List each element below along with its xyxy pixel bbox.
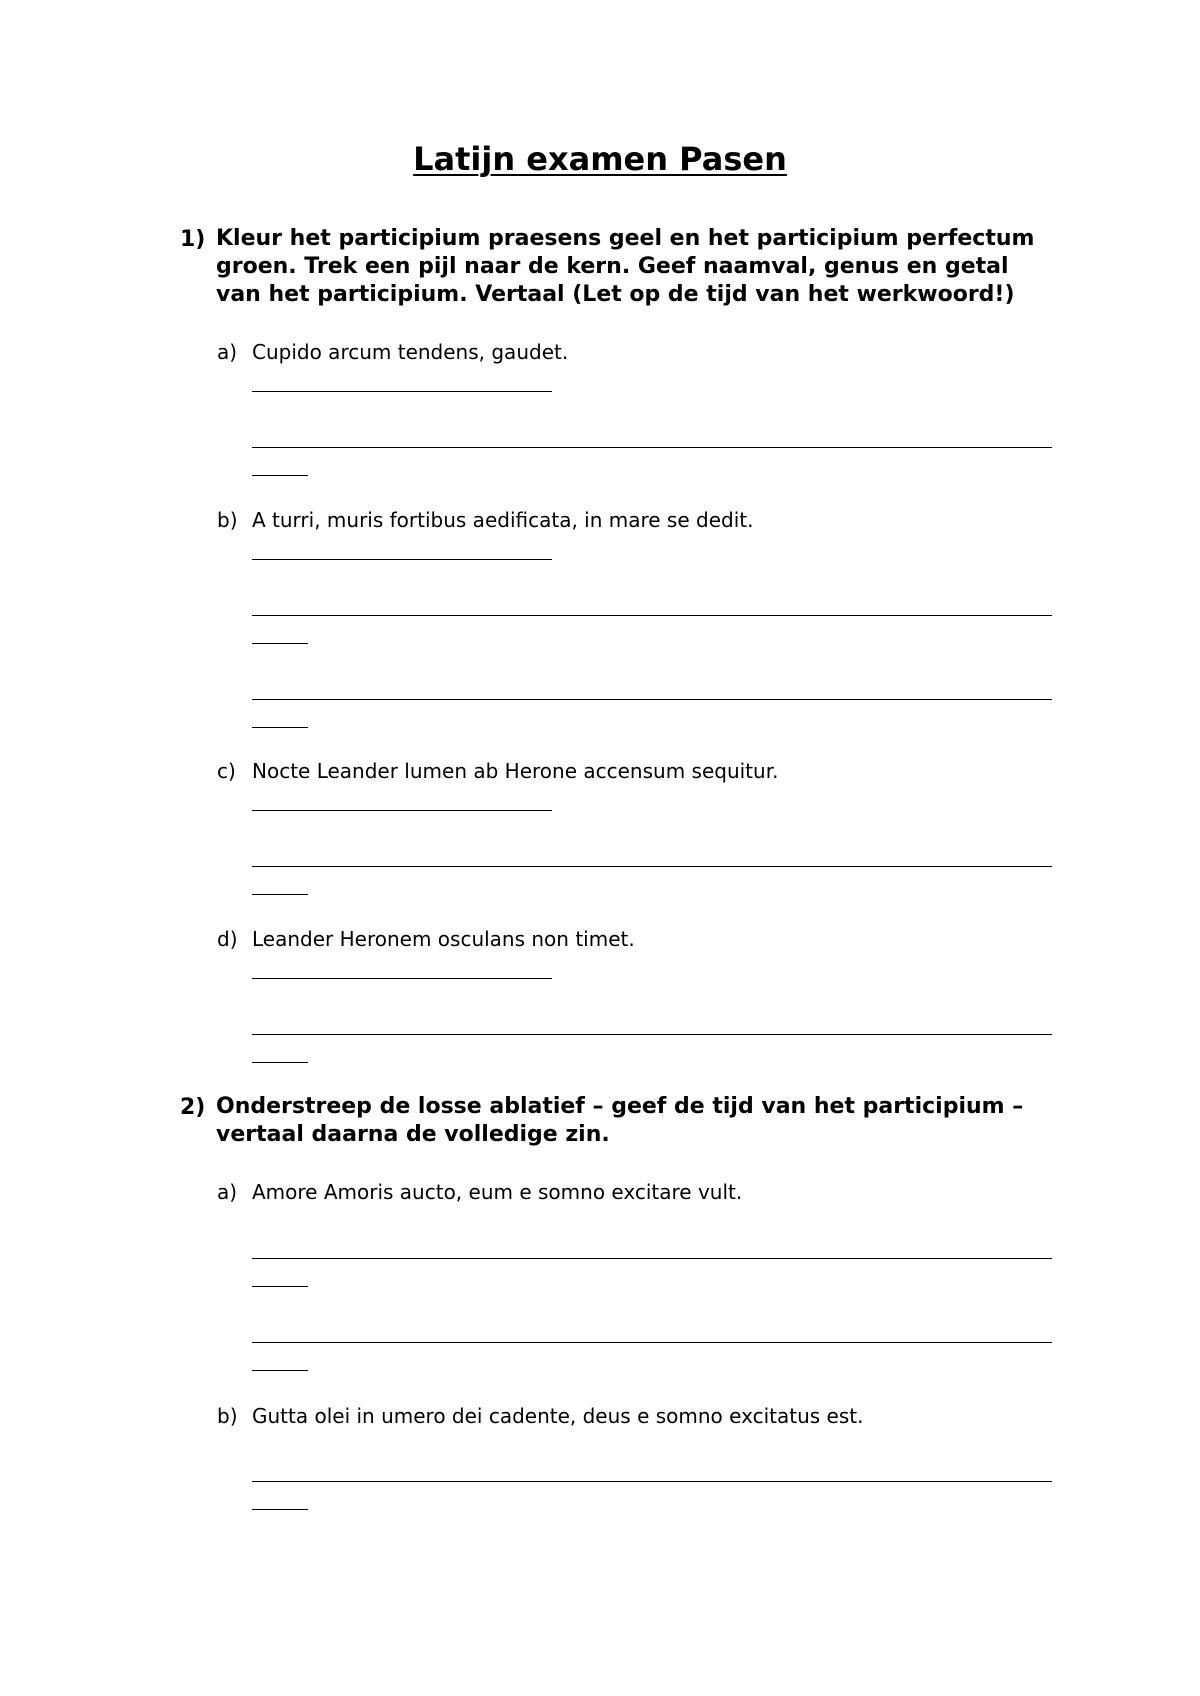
page-title: Latijn examen Pasen	[413, 140, 787, 178]
answer-line-1b-long[interactable]	[252, 615, 1052, 616]
answer-line-2a-long-2[interactable]	[252, 1342, 1052, 1343]
answer-line-1a-tail[interactable]	[252, 475, 308, 476]
item-1a-sentence: Cupido arcum tendens, gaudet.	[252, 340, 569, 364]
item-2a-label: a)	[217, 1180, 238, 1204]
item-2a-sentence: Amore Amoris aucto, eum e somno excitare vult.	[252, 1180, 743, 1204]
item-2b-label: b)	[217, 1404, 238, 1428]
item-1b-label: b)	[217, 508, 238, 532]
question-2-line-1: Onderstreep de losse ablatief – geef de tijd van het participium –	[216, 1094, 1024, 1119]
question-2-line-2: vertaal daarna de volledige zin.	[216, 1122, 610, 1147]
answer-line-1b-long-2[interactable]	[252, 699, 1052, 700]
question-1-line-2: groen. Trek een pijl naar de kern. Geef naamval, genus en getal	[216, 254, 1009, 279]
answer-line-1b-tail-2[interactable]	[252, 727, 308, 728]
item-1a-label: a)	[217, 340, 238, 364]
answer-line-1d-tail[interactable]	[252, 1062, 308, 1063]
question-1-line-3: van het participium. Vertaal (Let op de tijd van het werkwoord!)	[216, 282, 1015, 307]
answer-line-1d-short[interactable]	[252, 978, 552, 979]
answer-line-1b-short[interactable]	[252, 559, 552, 560]
question-1-number: 1)	[180, 227, 206, 252]
item-1b-sentence: A turri, muris fortibus aedificata, in mare se dedit.	[252, 508, 754, 532]
question-2-instructions	[216, 1093, 1056, 1149]
question-1-instructions	[216, 225, 1056, 309]
item-1c-label: c)	[217, 759, 236, 783]
question-1-line-1: Kleur het participium praesens geel en het participium perfectum	[216, 226, 1035, 251]
item-2b-sentence: Gutta olei in umero dei cadente, deus e somno excitatus est.	[252, 1404, 864, 1428]
answer-line-2a-tail-2[interactable]	[252, 1370, 308, 1371]
answer-line-2a-long[interactable]	[252, 1258, 1052, 1259]
answer-line-1a-short[interactable]	[252, 391, 552, 392]
answer-line-1d-long[interactable]	[252, 1034, 1052, 1035]
answer-line-2b-long[interactable]	[252, 1481, 1052, 1482]
answer-line-1a-long[interactable]	[252, 447, 1052, 448]
item-1c-sentence: Nocte Leander lumen ab Herone accensum sequitur.	[252, 759, 779, 783]
answer-line-2b-tail[interactable]	[252, 1509, 308, 1510]
question-2-number: 2)	[180, 1095, 206, 1120]
answer-line-2a-tail[interactable]	[252, 1286, 308, 1287]
item-1d-sentence: Leander Heronem osculans non timet.	[252, 927, 635, 951]
answer-line-1b-tail[interactable]	[252, 643, 308, 644]
answer-line-1c-tail[interactable]	[252, 894, 308, 895]
answer-line-1c-long[interactable]	[252, 866, 1052, 867]
answer-line-1c-short[interactable]	[252, 810, 552, 811]
item-1d-label: d)	[217, 927, 238, 951]
